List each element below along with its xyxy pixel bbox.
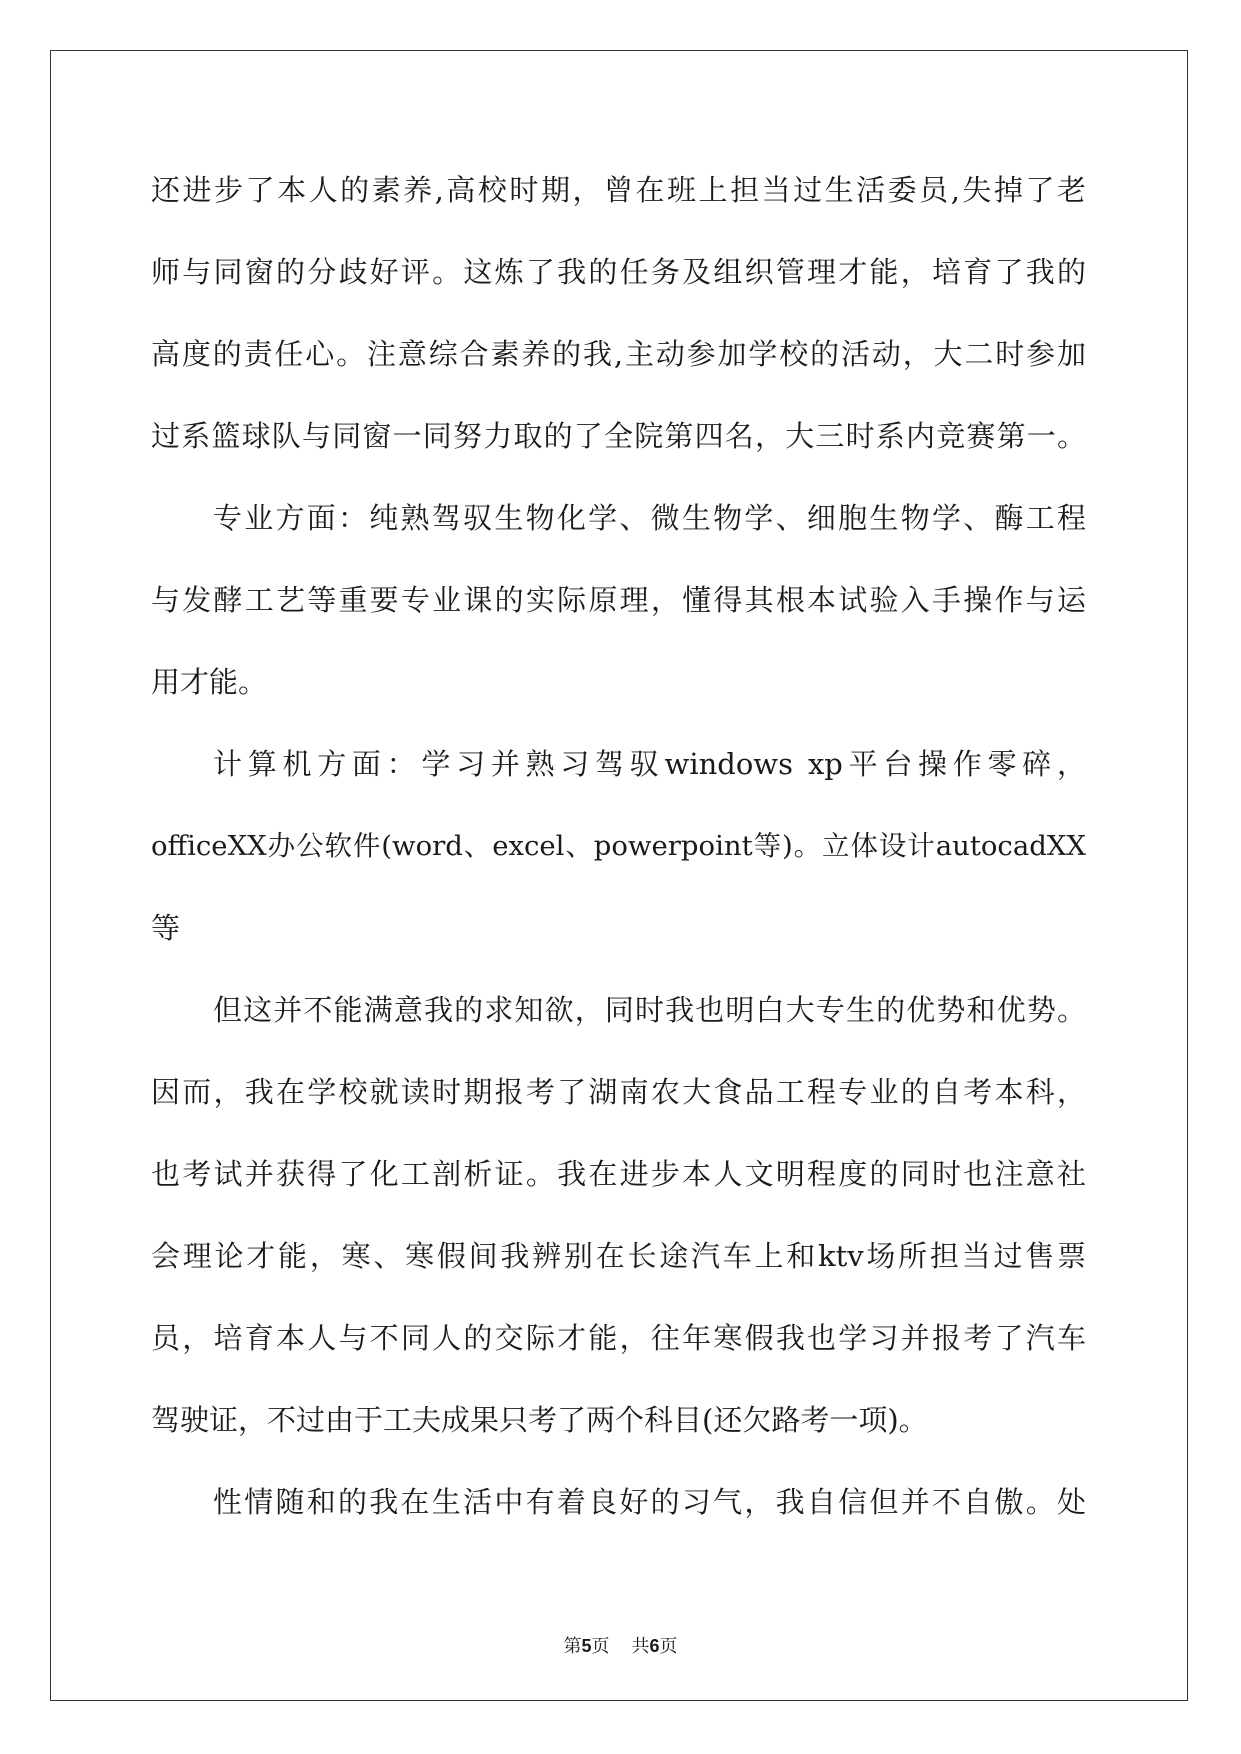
text-line: 还进步了本人的素养,高校时期，曾在班上担当过生活委员,失掉了老 bbox=[151, 173, 1086, 207]
text-line: officeXX办公软件(word、excel、powerpoint等)。立体设计autocadXX bbox=[151, 830, 1086, 862]
text-line: 与发酵工艺等重要专业课的实际原理，懂得其根本试验入手操作与运 bbox=[151, 583, 1086, 617]
text-line: 专业方面：纯熟驾驭生物化学、微生物学、细胞生物学、酶工程 bbox=[213, 501, 1086, 535]
text-line: 计算机方面：学习并熟习驾驭windows xp平台操作零碎， bbox=[213, 747, 1086, 781]
text-line: 驾驶证，不过由于工夫成果只考了两个科目(还欠路考一项)。 bbox=[151, 1403, 928, 1437]
text-line: 高度的责任心。注意综合素养的我,主动参加学校的活动，大二时参加 bbox=[151, 337, 1086, 371]
text-line: 师与同窗的分歧好评。这炼了我的任务及组织管理才能，培育了我的 bbox=[151, 255, 1086, 289]
text-line: 也考试并获得了化工剖析证。我在进步本人文明程度的同时也注意社 bbox=[151, 1157, 1086, 1191]
page-footer bbox=[0, 1632, 1241, 1658]
text-line: 会理论才能，寒、寒假间我辨别在长途汽车上和ktv场所担当过售票 bbox=[151, 1239, 1086, 1273]
text-line: 性情随和的我在生活中有着良好的习气，我自信但并不自傲。处 bbox=[213, 1485, 1086, 1519]
page-total: 共6页 bbox=[631, 1636, 678, 1657]
text-line: 但这并不能满意我的求知欲，同时我也明白大专生的优势和优势。 bbox=[213, 993, 1086, 1027]
text-line: 等 bbox=[151, 911, 181, 945]
text-line: 过系篮球队与同窗一同努力取的了全院第四名，大三时系内竞赛第一。 bbox=[151, 419, 1086, 453]
text-line: 用才能。 bbox=[151, 665, 268, 699]
text-line: 因而，我在学校就读时期报考了湖南农大食品工程专业的自考本科， bbox=[151, 1075, 1086, 1109]
page-number: 第5页 bbox=[563, 1636, 610, 1657]
text-line: 员，培育本人与不同人的交际才能，往年寒假我也学习并报考了汽车 bbox=[151, 1321, 1086, 1355]
document-body bbox=[151, 160, 1086, 1554]
